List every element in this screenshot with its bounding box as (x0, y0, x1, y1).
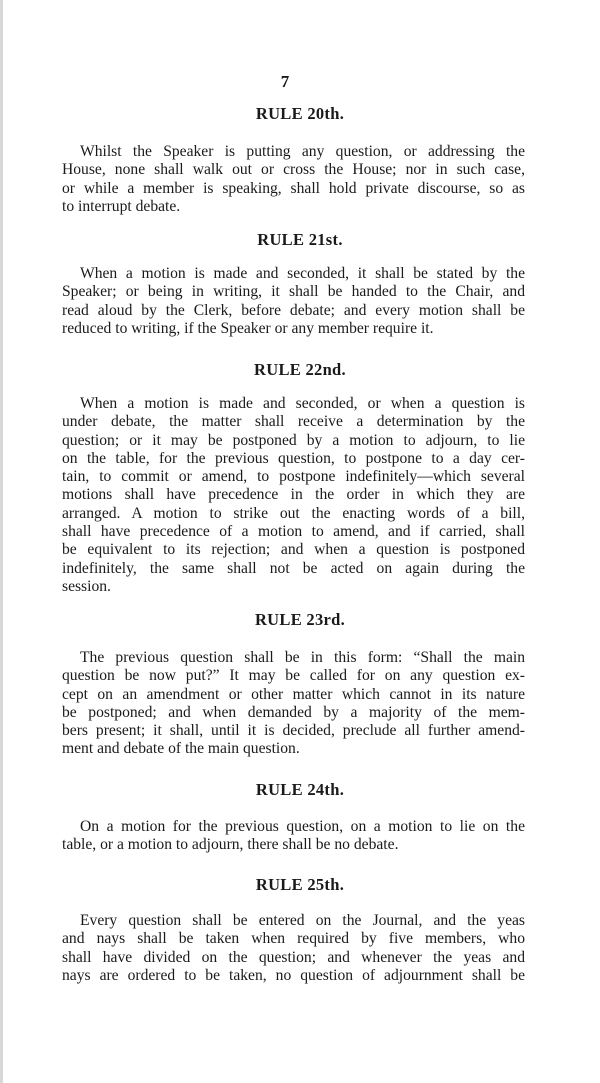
text-line: ment and debate of the main question. (62, 740, 300, 758)
text-line: The previous question shall be in this form: “Shall the main (80, 649, 525, 666)
text-line: be equivalent to its rejection; and when a question is postponed (62, 541, 525, 559)
text-line: bers present; it shall, until it is decided, preclude all further amend- (62, 722, 525, 740)
text-line: be postponed; and when demanded by a majority of the mem- (62, 703, 525, 721)
rule-paragraph (62, 143, 525, 216)
text-line: question; or it may be postponed by a motion to adjourn, to lie (62, 431, 525, 449)
text-line: on the table, for the previous question, to postpone to a day cer- (62, 449, 525, 467)
text-line: When a motion is made and seconded, or when a question is (80, 395, 525, 412)
text-line: under debate, the matter shall receive a determination by the (62, 413, 525, 431)
text-line: nays are ordered to be taken, no question of adjournment shall be (62, 966, 525, 984)
rule-heading: RULE 20th. (255, 104, 345, 123)
scan-edge (0, 0, 3, 1083)
rule-heading: RULE 22nd. (254, 360, 346, 379)
text-line: Speaker; or being in writing, it shall be handed to the Chair, and (62, 283, 525, 301)
text-line: House, none shall walk out or cross the House; nor in such case, (62, 161, 525, 179)
rule-heading: RULE 25th. (255, 875, 345, 894)
text-line: cept on an amendment or other matter which cannot in its nature (62, 685, 525, 703)
rule-paragraph (62, 265, 525, 338)
rule-paragraph (62, 649, 525, 759)
text-line: read aloud by the Clerk, before debate; and every motion shall be (62, 301, 525, 319)
text-line: arranged. A motion to strike out the enacting words of a bill, (62, 504, 525, 522)
page-number: 7 (280, 72, 290, 91)
rule-heading: RULE 21st. (257, 230, 343, 249)
text-line: question be now put?” It may be called for on any question ex- (62, 667, 525, 685)
text-line: reduced to writing, if the Speaker or any member require it. (62, 319, 434, 337)
text-line: When a motion is made and seconded, it shall be stated by the (80, 265, 525, 282)
rule-paragraph (62, 912, 525, 985)
rule-paragraph (62, 818, 525, 855)
text-line: Whilst the Speaker is putting any question, or addressing the (80, 143, 525, 160)
text-line: session. (62, 577, 111, 595)
rule-heading: RULE 24th. (255, 780, 345, 799)
text-line: to interrupt debate. (62, 197, 181, 215)
rule-paragraph (62, 395, 525, 596)
text-line: or while a member is speaking, shall hold private discourse, so as (62, 179, 525, 197)
text-line: indefinitely, the same shall not be acted on again during the (62, 559, 525, 577)
text-line: tain, to commit or amend, to postpone indefinitely—which several (62, 468, 525, 486)
text-line: shall have precedence of a motion to amend, and if carried, shall (62, 523, 525, 541)
text-line: table, or a motion to adjourn, there shall be no debate. (62, 836, 399, 854)
text-line: and nays shall be taken when required by five members, who (62, 930, 525, 948)
text-line: shall have divided on the question; and whenever the yeas and (62, 948, 525, 966)
text-line: motions shall have precedence in the order in which they are (62, 486, 525, 504)
rule-heading: RULE 23rd. (254, 610, 346, 629)
text-line: Every question shall be entered on the Journal, and the yeas (80, 912, 525, 929)
text-line: On a motion for the previous question, on a motion to lie on the (80, 818, 525, 835)
